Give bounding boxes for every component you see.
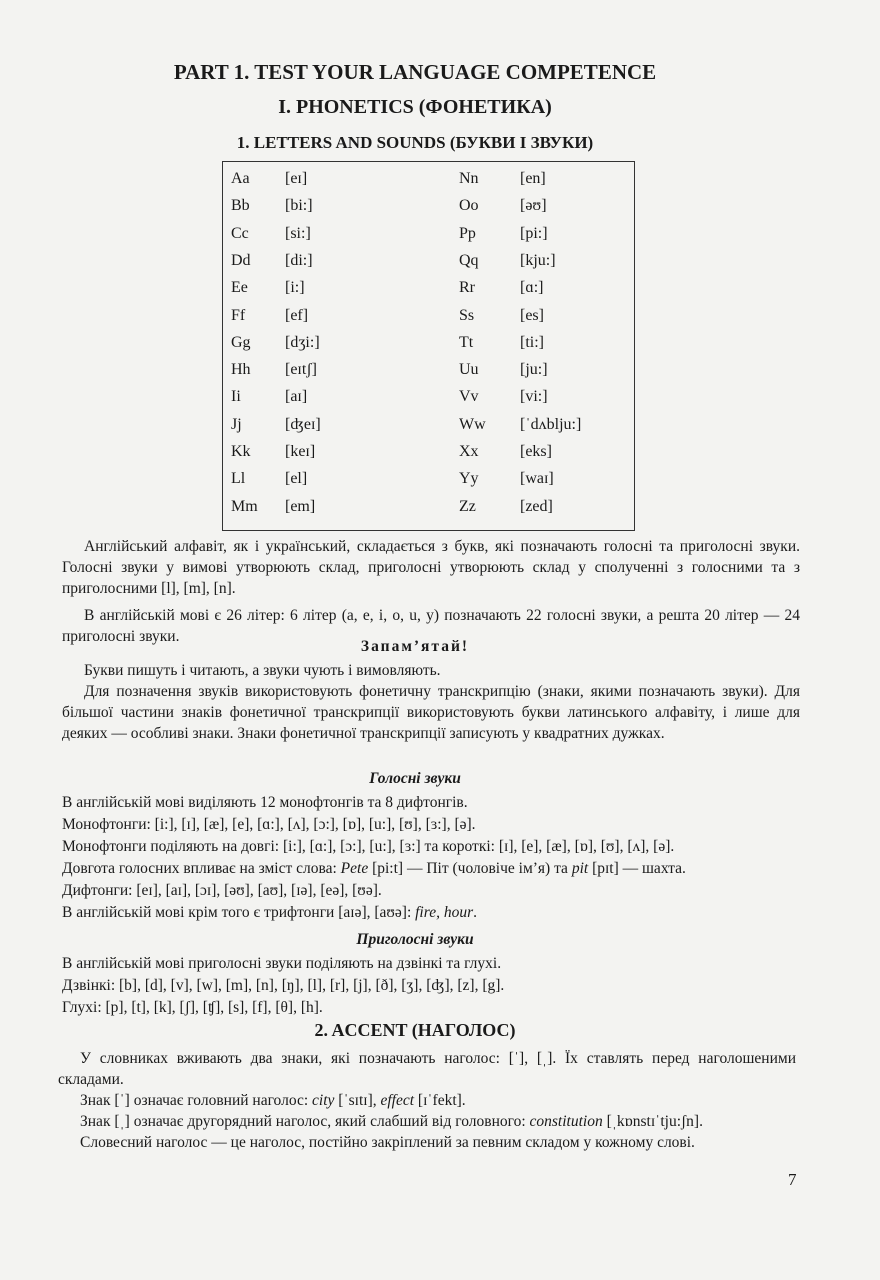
remember-paragraph-1: Букви пишуть і читають, а звуки чують і вимовляють. xyxy=(84,662,441,679)
alphabet-letter: Yy xyxy=(459,470,479,488)
accent-paragraph: У словниках вживають два знаки, які позначають наголос: [ˈ], [ˌ]. Їх ставлять перед наголошеними складами. xyxy=(58,1050,796,1088)
consonants-text xyxy=(62,953,822,1019)
intro-paragraph-2: В англійській мові є 26 літер: 6 літер (a, e, i, o, u, y) позначають 22 голосні звуки, а решта 20 літер — 24 приголосні звуки. xyxy=(62,607,800,645)
vowels-line: Монофтонги поділяють на довгі: [i:], [ɑ:], [ɔ:], [u:], [ɜ:] та короткі: [ɪ], [e], [æ], [ɒ], [ʊ], [ʌ], [ə]. xyxy=(62,838,675,855)
alphabet-sound: [eɪtʃ] xyxy=(285,361,317,379)
alphabet-letter: Rr xyxy=(459,279,475,297)
intro-text xyxy=(62,536,800,647)
consonants-heading: Приголосні звуки xyxy=(356,931,474,948)
alphabet-letter: Vv xyxy=(459,388,479,406)
alphabet-sound: [en] xyxy=(520,170,546,187)
alphabet-letter: Ss xyxy=(459,306,475,324)
remember-paragraph-2: Для позначення звуків використовують фонетичну транскрипцію (знаки, якими позначають звуки). Для більшої частини знаків фонетичної транскрипції використовують букви латинського алфавіту, і лише для деяких — особливі знаки. Знаки фонетичної транскрипції записують у квадратних дужках. xyxy=(62,683,800,742)
alphabet-letter: Nn xyxy=(459,170,479,187)
accent-main-line xyxy=(58,1090,796,1111)
text: [ˈsɪtɪ], xyxy=(334,1092,381,1109)
alphabet-letter: Ww xyxy=(459,415,486,433)
alphabet-letter: Oo xyxy=(459,197,479,215)
subsection-title-accent: 2. ACCENT (НАГОЛОС) xyxy=(314,1020,516,1040)
part-title: PART 1. TEST YOUR LANGUAGE COMPETENCE xyxy=(173,60,657,84)
consonants-line: Глухі: [p], [t], [k], [ʃ], [ʧ], [s], [f], [θ], [h]. xyxy=(62,999,323,1016)
alphabet-letter: Mm xyxy=(231,497,258,515)
alphabet-sound: [ef] xyxy=(285,306,309,324)
consonants-line: В англійській мові приголосні звуки поділяють на дзвінкі та глухі. xyxy=(62,955,502,972)
vowels-text xyxy=(62,792,822,924)
vowels-line: Монофтонги: [i:], [ɪ], [æ], [e], [ɑ:], [ʌ], [ɔ:], [ɒ], [u:], [ʊ], [ɜ:], [ə]. xyxy=(62,816,476,833)
text: В англійській мові крім того є трифтонги [aɪə], [aʊə]: xyxy=(62,904,416,921)
alphabet-sound: [aɪ] xyxy=(285,388,308,406)
text: [pi:t] — Піт (чоловіче ім’я) та xyxy=(368,860,572,877)
alphabet-letter: Hh xyxy=(231,361,251,379)
alphabet-sound: [pi:] xyxy=(520,224,548,242)
alphabet-sound: [em] xyxy=(285,497,316,515)
alphabet-sound: [ti:] xyxy=(520,333,544,351)
remember-text xyxy=(62,660,800,744)
text: [ɪˈfekt]. xyxy=(414,1092,466,1109)
example-word: pit xyxy=(571,860,589,877)
alphabet-sound: [zed] xyxy=(520,497,553,515)
text: Знак [ˌ] означає другорядний наголос, який слабший від головного: xyxy=(80,1113,530,1130)
alphabet-letter: Cc xyxy=(231,224,249,242)
diphthongs-line: Дифтонги: [eɪ], [aɪ], [ɔɪ], [əʊ], [aʊ], [ɪə], [eə], [ʊə]. xyxy=(62,882,382,899)
alphabet-sound: [i:] xyxy=(285,279,305,297)
text: . xyxy=(473,904,477,921)
alphabet-sound: [ju:] xyxy=(520,361,548,379)
example-word: city xyxy=(312,1092,335,1109)
alphabet-letter: Ee xyxy=(231,279,248,297)
alphabet-sound: [es] xyxy=(520,306,544,324)
alphabet-letter: Ii xyxy=(231,388,241,406)
alphabet-letter: Pp xyxy=(459,224,476,242)
text: Довгота голосних впливає на зміст слова: xyxy=(62,860,341,877)
page-number: 7 xyxy=(788,1170,797,1189)
alphabet-letter: Xx xyxy=(459,443,479,460)
alphabet-table xyxy=(222,161,635,531)
alphabet-letter: Jj xyxy=(231,415,242,433)
accent-secondary-line xyxy=(58,1111,796,1132)
alphabet-sound: [vi:] xyxy=(520,388,548,406)
alphabet-sound: [keɪ] xyxy=(285,443,316,460)
alphabet-sound: [ɑ:] xyxy=(520,279,544,297)
remember-heading: Запам’ятай! xyxy=(360,638,470,655)
alphabet-letter: Uu xyxy=(459,361,479,379)
example-word: effect xyxy=(380,1092,415,1109)
accent-word-line: Словесний наголос — це наголос, постійно закріплений за певним складом у кожному слові. xyxy=(80,1134,695,1151)
accent-text xyxy=(58,1048,796,1153)
consonants-line: Дзвінкі: [b], [d], [v], [w], [m], [n], [ŋ], [l], [r], [j], [ð], [ʒ], [ʤ], [z], [g]. xyxy=(62,977,505,994)
alphabet-letter: Ff xyxy=(231,306,246,324)
alphabet-sound: [di:] xyxy=(285,251,313,269)
vowels-heading: Голосні звуки xyxy=(369,770,461,787)
alphabet-sound: [eks] xyxy=(520,443,552,460)
subsection-title-letters: 1. LETTERS AND SOUNDS (БУКВИ І ЗВУКИ) xyxy=(236,133,594,152)
alphabet-sound: [waɪ] xyxy=(520,470,554,488)
vowel-length-line xyxy=(62,858,822,880)
triphthongs-line xyxy=(62,902,822,924)
example-words: fire, hour xyxy=(415,904,474,921)
alphabet-letter: Dd xyxy=(231,251,251,269)
section-title: I. PHONETICS (ФОНЕТИКА) xyxy=(278,96,552,118)
alphabet-sound: [əʊ] xyxy=(520,197,547,215)
text: [ˌkɒnstɪˈtju:ʃn]. xyxy=(602,1113,703,1130)
alphabet-letter: Bb xyxy=(231,197,250,215)
intro-paragraph-1: Англійський алфавіт, як і український, складається з букв, які позначають голосні та приголосні звуки. Голосні звуки у вимові утворюють склад, приголосні утворюють склад у сполученні з голосними та з приголосними [l], [m], [n]. xyxy=(62,538,800,597)
alphabet-sound: [el] xyxy=(285,470,308,488)
alphabet-letter: Aa xyxy=(231,170,250,187)
alphabet-letter: Zz xyxy=(459,497,476,515)
alphabet-sound: [kju:] xyxy=(520,251,556,269)
alphabet-sound: [si:] xyxy=(285,224,311,242)
alphabet-letter: Ll xyxy=(231,470,246,488)
alphabet-letter: Tt xyxy=(459,333,474,351)
alphabet-sound: [ˈdʌblju:] xyxy=(520,415,582,433)
alphabet-sound: [dʒi:] xyxy=(285,333,320,351)
alphabet-letter: Qq xyxy=(459,251,479,269)
alphabet-letter: Kk xyxy=(231,443,251,460)
vowels-line: В англійській мові виділяють 12 монофтонгів та 8 дифтонгів. xyxy=(62,794,468,811)
example-word: Pete xyxy=(340,860,369,877)
text: Знак [ˈ] означає головний наголос: xyxy=(80,1092,313,1109)
text: [pɪt] — шахта. xyxy=(588,860,686,877)
alphabet-sound: [bi:] xyxy=(285,197,313,215)
example-word: constitution xyxy=(529,1113,603,1130)
alphabet-sound: [ʤeɪ] xyxy=(285,415,321,433)
alphabet-letter: Gg xyxy=(231,333,251,351)
alphabet-sound: [eɪ] xyxy=(285,170,308,187)
